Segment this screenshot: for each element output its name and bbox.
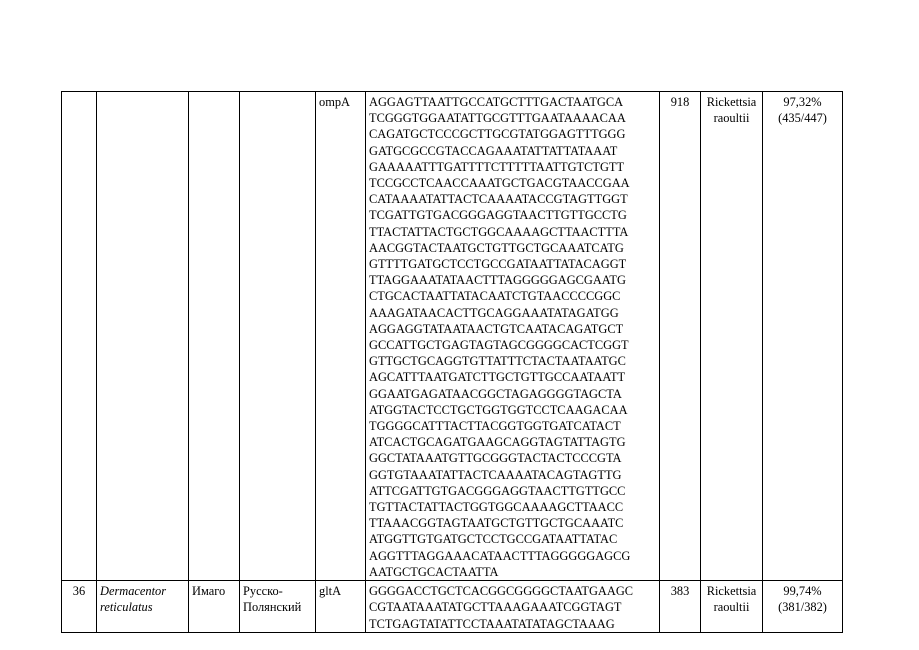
locality-line-1: Русско- <box>243 584 283 599</box>
sequence-line: TGGGGCATTTACTTACGGTGGTGATCATACT <box>369 419 621 434</box>
organism-species: raoultii <box>713 600 750 615</box>
sequence-line: GGTGTAAATATTACTCAAAATACAGTAGTTG <box>369 467 622 482</box>
sequence-cell <box>366 581 660 633</box>
sequence-line: GATGCGCCGTACCAGAAATATTATTATAAAT <box>369 143 618 158</box>
gene-cell: gltA <box>316 581 366 633</box>
sequence-line: CATAAAATATTACTCAAAATACCGTAGTTGGT <box>369 192 628 207</box>
sequence-line: ATGGTACTCCTGCTGGTGGTCCTCAAGACAA <box>369 402 628 417</box>
sequence-line: TCGATTGTGACGGGAGGTAACTTGTTGCCTG <box>369 208 627 223</box>
sequence-line: TGTTACTATTACTGGTGGCAAAAGCTTAACC <box>369 500 624 515</box>
organism-species: raoultii <box>713 111 750 126</box>
sequence-line: AATGCTGCACTAATTA <box>369 564 499 579</box>
sequence-line: CGTAATAAATATGCTTAAAGAAATCGGTAGT <box>369 600 622 615</box>
row-number-cell: 36 <box>62 581 97 633</box>
stage-cell <box>189 92 240 581</box>
table-row <box>62 92 843 581</box>
sequence-line: ATCACTGCAGATGAAGCAGGTAGTATTAGTG <box>369 435 626 450</box>
sequence-line: GTTGCTGCAGGTGTTATTTCTACTAATAATGC <box>369 354 626 369</box>
sequence-line: GCCATTGCTGAGTAGTAGCGGGGCACTCGGT <box>369 338 629 353</box>
locality-cell <box>240 92 316 581</box>
sequence-line: TTAGGAAATATAACTTTAGGGGGAGCGAATG <box>369 273 626 288</box>
sequence-line: GGCTATAAATGTTGCGGGTACTACTCCCGTA <box>369 451 622 466</box>
table-row <box>62 581 843 633</box>
sequence-line: AACGGTACTAATGCTGTTGCTGCAAATCATG <box>369 240 624 255</box>
identity-cell <box>763 581 843 633</box>
species-epithet: reticulatus <box>100 600 153 615</box>
sequence-table <box>61 91 843 633</box>
gene-cell: ompA <box>316 92 366 581</box>
sequence-line: AGCATTTAATGATCTTGCTGTTGCCAATAATT <box>369 370 626 385</box>
identity-ratio: (381/382) <box>778 600 827 615</box>
sequence-line: TTAAACGGTAGTAATGCTGTTGCTGCAAATC <box>369 516 624 531</box>
length-cell: 918 <box>660 92 701 581</box>
sequence-line: AAAGATAACACTTGCAGGAAATATAGATGG <box>369 305 619 320</box>
organism-cell <box>701 581 763 633</box>
organism-genus: Rickettsia <box>706 584 757 599</box>
sequence-line: TTACTATTACTGCTGGCAAAAGCTTAACTTTA <box>369 224 629 239</box>
sequence-line: TCTGAGTATATTCCTAAATATATAGCTAAAG <box>369 616 615 631</box>
sequence-line: ATTCGATTGTGACGGGAGGTAACTTGTTGCC <box>369 483 626 498</box>
identity-percent: 97,32% <box>783 95 822 109</box>
sequence-line: GAAAAATTTGATTTTCTTTTTAATTGTCTGTT <box>369 159 625 174</box>
organism-genus: Rickettsia <box>706 95 757 109</box>
sequence-line: GTTTTGATGCTCCTGCCGATAATTATACAGGT <box>369 257 627 272</box>
identity-ratio: (435/447) <box>778 111 827 126</box>
sequence-line: ATGGTTGTGATGCTCCTGCCGATAATTATAC <box>369 532 618 547</box>
sequence-line: GGGGACCTGCTCACGGCGGGGCTAATGAAGC <box>369 584 634 599</box>
identity-percent: 99,74% <box>783 584 822 599</box>
sequence-line: AGGTTTAGGAAACATAACTTTAGGGGGAGCG <box>369 548 631 563</box>
identity-cell <box>763 92 843 581</box>
sequence-line: TCCGCCTCAACCAAATGCTGACGTAACCGAA <box>369 176 630 191</box>
sequence-cell <box>366 92 660 581</box>
length-cell: 383 <box>660 581 701 633</box>
species-genus: Dermacentor <box>100 584 167 599</box>
sequence-line: GGAATGAGATAACGGCTAGAGGGGTAGCTA <box>369 386 622 401</box>
sequence-line: TCGGGTGGAATATTGCGTTTGAATAAAACAA <box>369 111 626 126</box>
sequence-line: AGGAGTTAATTGCCATGCTTTGACTAATGCA <box>369 95 624 109</box>
row-number-cell <box>62 92 97 581</box>
organism-cell <box>701 92 763 581</box>
sequence-line: CTGCACTAATTATACAATCTGTAACCCCGGC <box>369 289 621 304</box>
locality-line-2: Полянский <box>243 600 302 615</box>
sequence-line: AGGAGGTATAATAACTGTCAATACAGATGCT <box>369 321 624 336</box>
sequence-line: CAGATGCTCCCGCTTGCGTATGGAGTTTGGG <box>369 127 626 142</box>
stage-cell: Имаго <box>189 581 240 633</box>
species-cell <box>97 92 189 581</box>
species-cell <box>97 581 189 633</box>
locality-cell <box>240 581 316 633</box>
